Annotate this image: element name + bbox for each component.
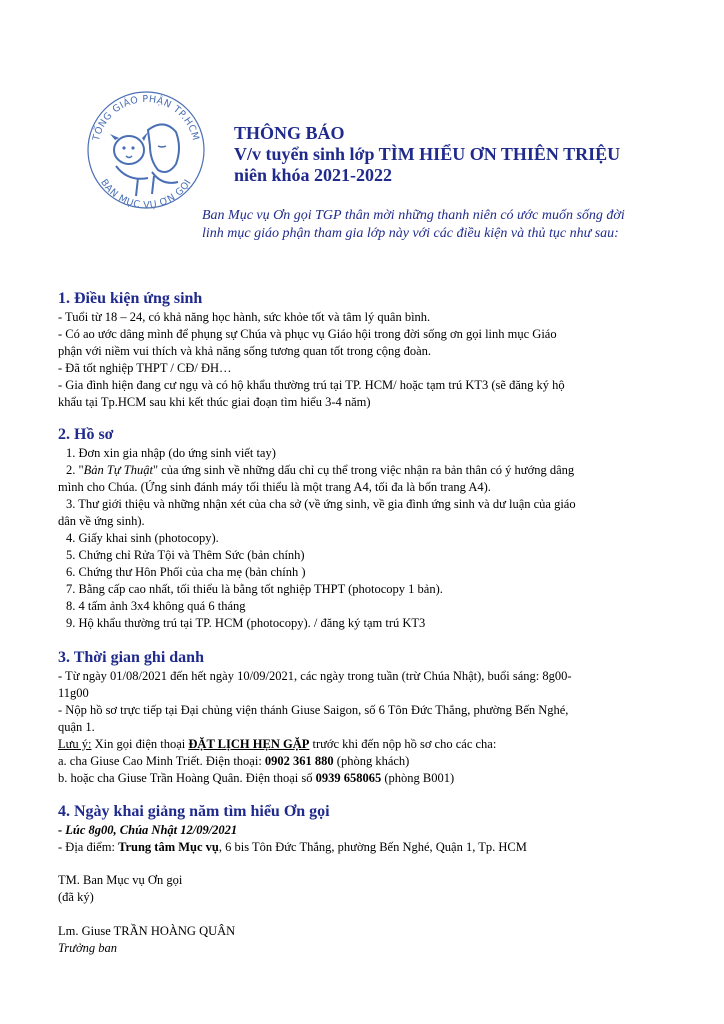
appointment-note: Lưu ý: Xin gọi điện thoại ĐẶT LỊCH HẸN GẶP trước khi đến nộp hồ sơ cho các cha: <box>58 737 497 751</box>
intro-paragraph <box>202 207 672 243</box>
registration-line: - Nộp hồ sơ trực tiếp tại Đại chủng viện thánh Giuse Saigon, số 6 Tôn Đức Thắng, phường Bến Nghé, <box>58 703 569 717</box>
intro-line: Ban Mục vụ Ơn gọi TGP thân mời những thanh niên có ước muốn sống đời <box>202 208 625 223</box>
opening-location: - Địa điểm: Trung tâm Mục vụ, 6 bis Tôn Đức Thắng, phường Bến Nghé, Quận 1, Tp. HCM <box>58 840 527 854</box>
condition-line: khẩu tại Tp.HCM sau khi kết thúc giai đoạn tìm hiểu 3-4 năm) <box>58 395 371 409</box>
dossier-item: 4. Giấy khai sinh (photocopy). <box>66 531 219 545</box>
dossier-item: 1. Đơn xin gia nhập (do ứng sinh viết tay) <box>66 446 276 460</box>
section-registration <box>58 648 678 787</box>
condition-line: - Gia đình hiện đang cư ngụ và có hộ khẩu thường trú tại TP. HCM/ hoặc tạm trú KT3 (sẽ đăng ký hộ <box>58 378 565 392</box>
signer-role: Trưởng ban <box>58 941 117 955</box>
contact-a: a. cha Giuse Cao Minh Triết. Điện thoại: 0902 361 880 (phòng khách) <box>58 754 410 768</box>
section-opening <box>58 802 678 856</box>
dossier-item: 6. Chứng thư Hôn Phối của cha mẹ (bản chính ) <box>66 565 306 579</box>
academic-year: niên khóa 2021-2022 <box>234 165 393 185</box>
section-title: 2. Hồ sơ <box>58 426 114 443</box>
dossier-item: 9. Hộ khẩu thường trú tại TP. HCM (photocopy). / đăng ký tạm trú KT3 <box>66 616 426 630</box>
condition-line: - Có ao ước dâng mình để phụng sự Chúa và phục vụ Giáo hội trong đời sống ơn gọi linh mục Giáo <box>58 327 557 341</box>
dossier-item: 2. "Bản Tự Thuật" của ứng sinh về những dấu chỉ cụ thể trong việc nhận ra bản thân có ý hướng dâng <box>66 463 575 477</box>
ban-muc-vu-on-goi-logo <box>82 86 210 214</box>
opening-time: - Lúc 8g00, Chúa Nhật 12/09/2021 <box>58 823 238 837</box>
dossier-item-cont: mình cho Chúa. (Ứng sinh đánh máy tối thiểu là một trang A4, tối đa là bốn trang A4). <box>58 480 491 494</box>
signature-block <box>58 872 235 957</box>
intro-line: linh mục giáo phận tham gia lớp này với các điều kiện và thủ tục như sau: <box>202 226 619 241</box>
dossier-item: 5. Chứng chỉ Rửa Tội và Thêm Sức (bản chính) <box>66 548 305 562</box>
registration-line: 11g00 <box>58 686 89 700</box>
registration-line: quận 1. <box>58 720 95 734</box>
signing-org: TM. Ban Mục vụ Ơn gọi <box>58 873 183 887</box>
signer-name: Lm. Giuse TRẦN HOÀNG QUÂN <box>58 924 236 938</box>
condition-line: - Tuổi từ 18 – 24, có khả năng học hành, sức khỏe tốt và tâm lý quân bình. <box>58 310 431 324</box>
contact-b: b. hoặc cha Giuse Trần Hoàng Quân. Điện thoại số 0939 658065 (phòng B001) <box>58 771 455 785</box>
section-title: 1. Điều kiện ứng sinh <box>58 290 203 307</box>
dossier-item: 8. 4 tấm ảnh 3x4 không quá 6 tháng <box>66 599 246 613</box>
signed-mark: (đã ký) <box>58 890 94 904</box>
condition-line: - Đã tốt nghiệp THPT / CĐ/ ĐH… <box>58 361 232 375</box>
dossier-item-cont: dân về ứng sinh). <box>58 514 145 528</box>
condition-line: phận với niềm vui thích và khả năng sống tương quan tốt trong cộng đoàn. <box>58 344 432 358</box>
svg-text:TỔNG GIÁO PHẬN TP.HCM: TỔNG GIÁO PHẬN TP.HCM <box>90 93 202 143</box>
announcement-subject: V/v tuyển sinh lớp TÌM HIỂU ƠN THIÊN TRIỆU <box>234 144 621 164</box>
registration-line: - Từ ngày 01/08/2021 đến hết ngày 10/09/2021, các ngày trong tuần (trừ Chúa Nhật), buổi sáng: 8g00- <box>58 669 572 683</box>
svg-text:BAN MỤC VỤ ƠN GỌI: BAN MỤC VỤ ƠN GỌI <box>98 177 194 212</box>
section-title: 4. Ngày khai giảng năm tìm hiểu Ơn gọi <box>58 803 330 820</box>
announcement-title: THÔNG BÁO <box>234 123 345 143</box>
dossier-item: 7. Bằng cấp cao nhất, tối thiểu là bằng tốt nghiệp THPT (photocopy 1 bản). <box>66 582 443 596</box>
announcement-heading <box>234 123 620 186</box>
section-dossier <box>58 425 678 632</box>
section-title: 3. Thời gian ghi danh <box>58 649 204 666</box>
dossier-item: 3. Thư giới thiệu và những nhận xét của cha sở (về ứng sinh, về gia đình ứng sinh và dư luận của giáo <box>66 497 576 511</box>
section-eligibility <box>58 289 678 411</box>
